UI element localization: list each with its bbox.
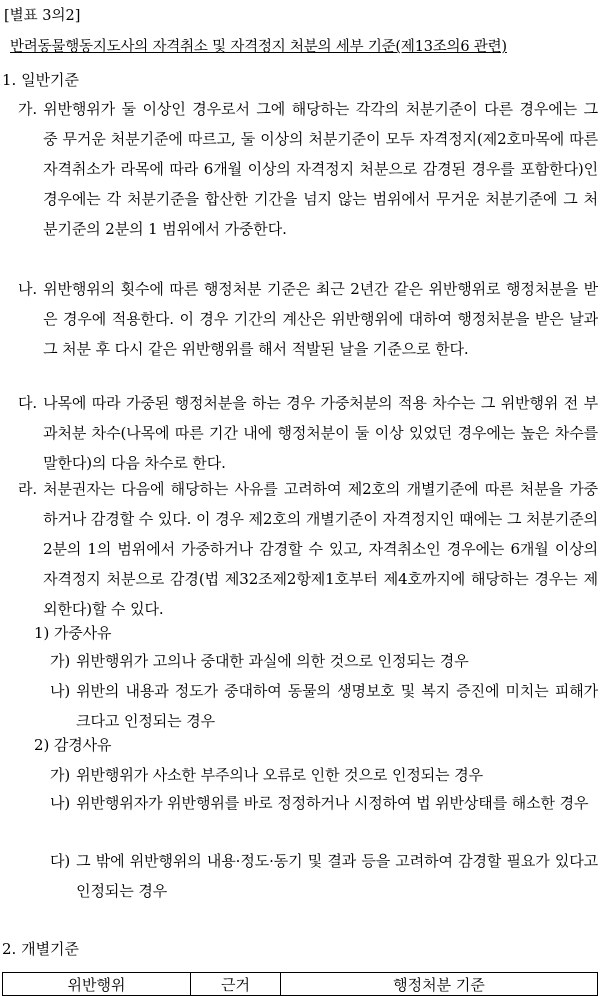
general-item-ga — [18, 94, 598, 244]
subsection-mitigating-heading — [34, 730, 111, 760]
item-text: 처분권자는 다음에 해당하는 사유를 고려하여 제2호의 개별기준에 따른 처분을 가중하거나 감경할 수 있다. 이 경우 제2호의 개별기준이 자격정지인 때에는 그 처분기준의 2분의 1의 범위에서 가중하거나 감경할 수 있고, 자격취소인 경우에는 6개월 이상의 자격정지 처분으로 감경(법 제32조제2항제1호부터 제4호까지에 해당하는 경우는 제외한다)할 수 있다. — [43, 480, 598, 618]
mitigating-item-da — [50, 846, 598, 906]
item-text: 위반행위가 둘 이상인 경우로서 그에 해당하는 각각의 처분기준이 다른 경우에는 그 중 무거운 처분기준에 따르고, 둘 이상의 처분기준이 모두 자격정지(제2호마목에 따른 자격취소가 라목에 따라 6개월 이상의 자격정지 처분으로 감경된 경우를 포함한다)인 경우에는 각 처분기준을 합산한 기간을 넘지 않는 범위에서 무거운 처분기준에 그 처분기준의 2분의 1 범위에서 가중한다. — [43, 100, 598, 238]
item-marker: 다. — [18, 394, 38, 412]
item-marker: 가) — [50, 766, 71, 784]
column-header-disposition-criteria: 행정처분 기준 — [281, 973, 598, 996]
item-marker: 가) — [50, 652, 71, 670]
item-marker: 라. — [18, 480, 38, 498]
subsection-aggravating-heading — [34, 618, 111, 648]
item-text: 그 밖에 위반행위의 내용·정도·동기 및 결과 등을 고려하여 감경할 필요가 있다고 인정되는 경우 — [76, 852, 598, 900]
subsection-marker: 1) — [34, 624, 50, 642]
general-item-na — [18, 274, 598, 364]
item-text: 나목에 따라 가중된 행정처분을 하는 경우 가중처분의 적용 차수는 그 위반행위 전 부과처분 차수(나목에 따른 기간 내에 행정처분이 둘 이상 있었던 경우에는 높은 차수를 말한다)의 다음 차수로 한다. — [43, 394, 598, 472]
item-text: 위반행위가 고의나 중대한 과실에 의한 것으로 인정되는 경우 — [76, 652, 469, 670]
subsection-marker: 2) — [34, 736, 50, 754]
mitigating-item-ga — [50, 760, 598, 790]
item-marker: 나. — [18, 280, 38, 298]
general-item-da — [18, 388, 598, 478]
item-marker: 나) — [50, 682, 71, 700]
section-1-heading: 1. 일반기준 — [2, 71, 80, 89]
column-header-violation: 위반행위 — [3, 973, 191, 996]
column-header-basis: 근거 — [191, 973, 281, 996]
item-text: 위반행위자가 위반행위를 바로 정정하거나 시정하여 법 위반상태를 해소한 경우 — [76, 794, 589, 812]
aggravating-item-na — [50, 676, 598, 736]
item-marker: 가. — [18, 100, 38, 118]
item-text: 위반행위의 횟수에 따른 행정처분 기준은 최근 2년간 같은 위반행위로 행정처분을 받은 경우에 적용한다. 이 경우 기간의 계산은 위반행위에 대하여 행정처분을 받은 날과 그 처분 후 다시 같은 위반행위를 해서 적발된 날을 기준으로 한다. — [43, 280, 598, 358]
item-marker: 나) — [50, 794, 71, 812]
mitigating-item-na — [50, 788, 598, 818]
table-header-row — [3, 973, 598, 996]
item-marker: 다) — [50, 852, 71, 870]
item-text: 위반의 내용과 정도가 중대하여 동물의 생명보호 및 복지 증진에 미치는 피해가 크다고 인정되는 경우 — [76, 682, 598, 730]
section-2-heading: 2. 개별기준 — [2, 940, 80, 958]
aggravating-item-ga — [50, 646, 598, 676]
subsection-label: 감경사유 — [53, 736, 112, 754]
item-text: 위반행위가 사소한 부주의나 오류로 인한 것으로 인정되는 경우 — [76, 766, 483, 784]
document-title: 반려동물행동지도사의 자격취소 및 자격정지 처분의 세부 기준(제13조의6 관련) — [10, 39, 507, 55]
general-item-ra — [18, 474, 598, 624]
annex-label: [별표 3의2] — [4, 8, 81, 24]
subsection-label: 가중사유 — [53, 624, 112, 642]
individual-criteria-table — [2, 972, 598, 996]
